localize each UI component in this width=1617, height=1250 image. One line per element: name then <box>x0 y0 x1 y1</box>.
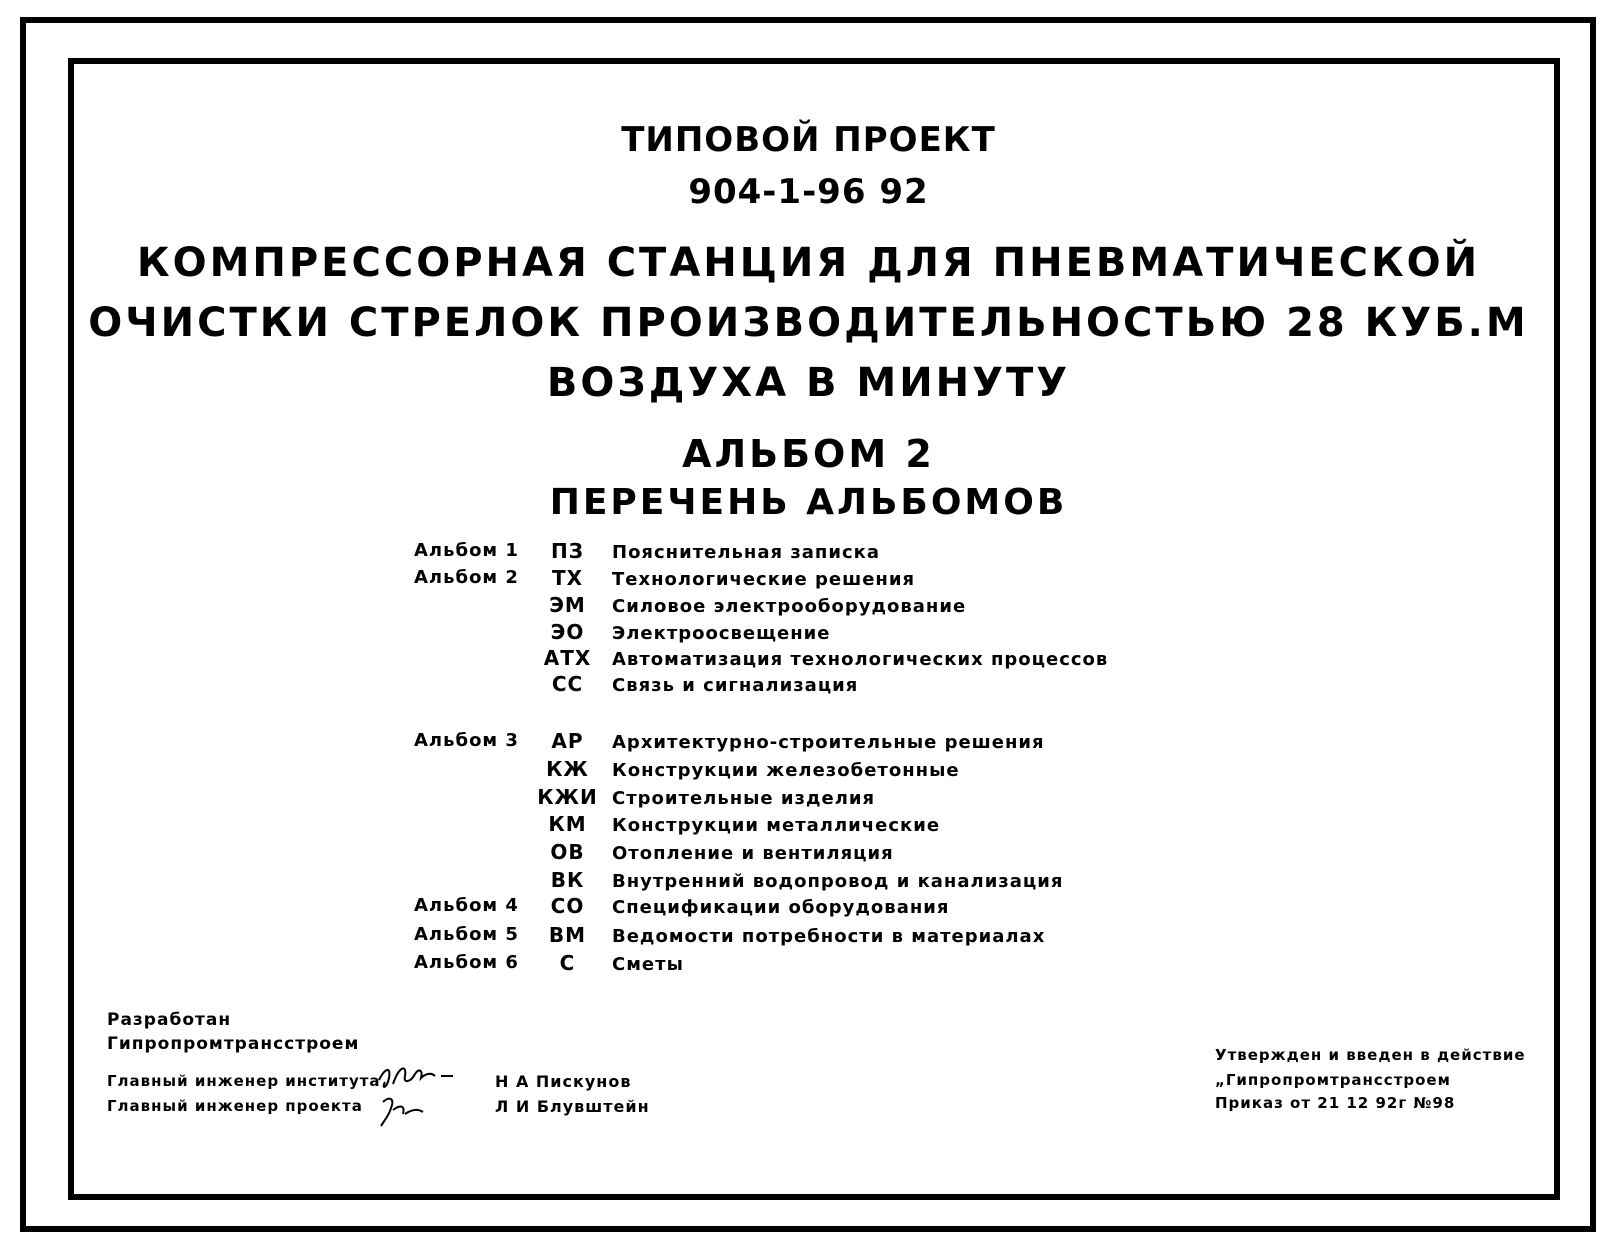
project-type: ТИПОВОЙ ПРОЕКТ <box>621 120 996 160</box>
album-label: Альбом 2 <box>414 567 519 588</box>
album-code: ВМ <box>548 923 587 947</box>
approval-line-1: Утвержден и введен в действие <box>1215 1046 1526 1064</box>
album-code: СС <box>551 672 584 696</box>
album-code: АР <box>551 729 584 753</box>
album-name: Конструкции металлические <box>612 815 941 836</box>
developed-by-label: Разработан <box>107 1010 232 1030</box>
album-code: КЖ <box>546 757 589 781</box>
album-label: Альбом 5 <box>414 924 519 945</box>
album-label: Альбом 4 <box>414 895 519 916</box>
album-code: С <box>559 951 576 975</box>
album-title: АЛЬБОМ 2 <box>682 432 935 476</box>
approval-line-2: „Гипропромтрансстроем <box>1215 1071 1451 1089</box>
project-number: 904-1-96 92 <box>688 172 929 212</box>
chief-project-name: Л И Блувштейн <box>495 1097 650 1116</box>
album-name: Внутренний водопровод и канализация <box>612 871 1064 892</box>
album-name: Автоматизация технологических процессов <box>612 649 1109 670</box>
list-title: ПЕРЕЧЕНЬ АЛЬБОМОВ <box>549 482 1068 523</box>
album-code: АТХ <box>543 646 592 670</box>
album-code: ТХ <box>551 566 584 590</box>
album-code: ВК <box>550 868 585 892</box>
album-name: Силовое электрооборудование <box>612 596 967 617</box>
album-name: Ведомости потребности в материалах <box>612 926 1046 947</box>
title-line-3: ВОЗДУХА В МИНУТУ <box>546 360 1071 406</box>
developer-organization: Гипропромтрансстроем <box>107 1034 360 1054</box>
album-label: Альбом 1 <box>414 540 519 561</box>
album-name: Сметы <box>612 954 684 975</box>
album-label: Альбом 3 <box>414 730 519 751</box>
album-code: ПЗ <box>551 539 584 563</box>
album-name: Конструкции железобетонные <box>612 760 960 781</box>
title-line-2: ОЧИСТКИ СТРЕЛОК ПРОИЗВОДИТЕЛЬНОСТЬЮ 28 КУБ.М <box>88 300 1529 346</box>
album-name: Спецификации оборудования <box>612 897 950 918</box>
chief-institute-name: Н А Пискунов <box>495 1072 632 1091</box>
album-code: КЖИ <box>537 785 598 809</box>
signatures <box>375 1060 485 1130</box>
album-name: Архитектурно-строительные решения <box>612 732 1045 753</box>
album-code: ОВ <box>550 840 585 864</box>
album-name: Электроосвещение <box>612 623 831 644</box>
chief-project-label: Главный инженер проекта <box>107 1097 363 1115</box>
album-label: Альбом 6 <box>414 952 519 973</box>
album-name: Отопление и вентиляция <box>612 843 894 864</box>
album-name: Строительные изделия <box>612 788 876 809</box>
album-code: ЭО <box>550 620 585 644</box>
album-name: Связь и сигнализация <box>612 675 859 696</box>
title-line-1: КОМПРЕССОРНАЯ СТАНЦИЯ ДЛЯ ПНЕВМАТИЧЕСКОЙ <box>136 240 1481 286</box>
chief-institute-label: Главный инженер института <box>107 1072 381 1090</box>
album-name: Технологические решения <box>612 569 916 590</box>
album-name: Пояснительная записка <box>612 542 881 563</box>
album-code: ЭМ <box>549 593 586 617</box>
album-code: КМ <box>548 812 587 836</box>
album-code: СО <box>550 894 585 918</box>
approval-line-3: Приказ от 21 12 92г №98 <box>1215 1094 1456 1112</box>
